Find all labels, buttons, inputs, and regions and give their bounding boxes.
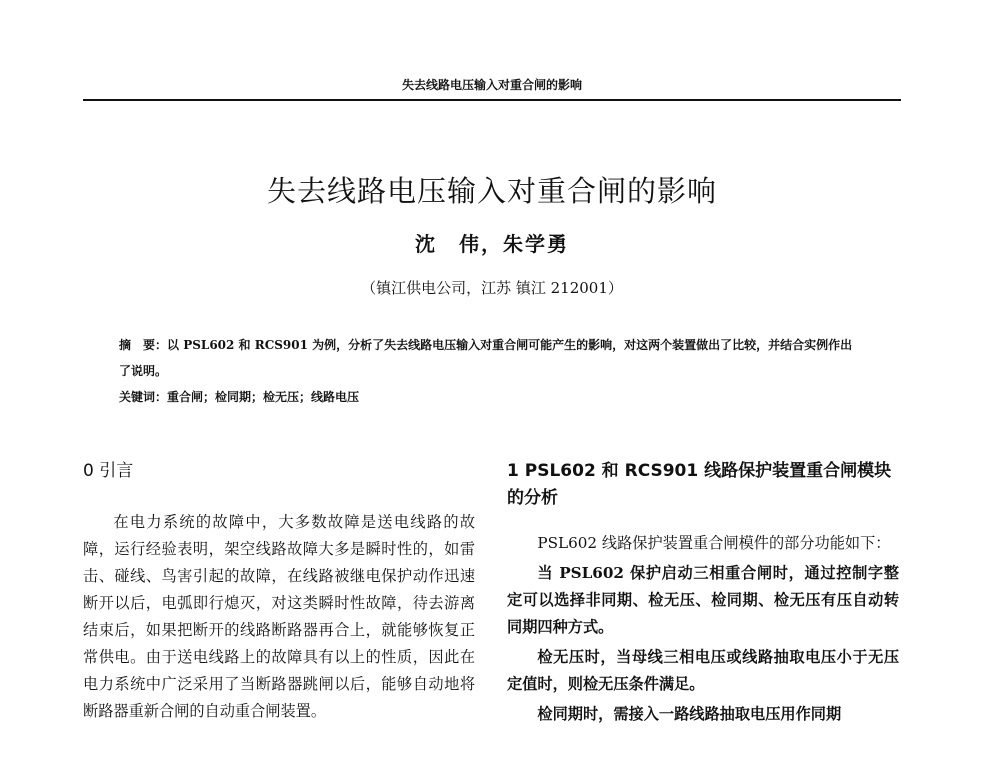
left-column (83, 458, 475, 728)
authors: 沈 伟，朱学勇 (415, 232, 569, 256)
section-0-heading: 0 引言 (83, 461, 134, 481)
paper-title: 失去线路电压输入对重合闸的影响 (266, 174, 717, 209)
keywords-text: 重合闸；检同期；检无压；线路电压 (167, 390, 360, 404)
keywords-label: 关键词： (119, 390, 168, 404)
section-1-paragraph: 检无压时，当母线三相电压或线路抽取电压小于无压定值时，则检无压条件满足。 (507, 648, 899, 693)
abstract (119, 332, 864, 384)
section-0-paragraph: 在电力系统的故障中，大多数故障是送电线路的故障，运行经验表明，架空线路故障大多是瞬时性的，如雷击、碰线、鸟害引起的故障，在线路被继电保护动作迅速断开以后，电弧即行熄灭，对这类瞬时性故障，待去游离结束后，如果把断开的线路断路器再合上，就能够恢复正常供电。由于送电线路上的故障具有以上的性质，因此在电力系统中广泛采用了当断路器跳闸以后，能够自动地将断路器重新合闸的自动重合闸装置。 (83, 513, 475, 720)
section-1-heading: 1 PSL602 和 RCS901 线路保护装置重合闸模块的分析 (507, 461, 892, 508)
keywords (119, 384, 864, 410)
affiliation: （镇江供电公司，江苏 镇江 212001） (361, 279, 623, 297)
abstract-label: 摘 要： (119, 338, 168, 352)
abstract-text: 以 PSL602 和 RCS901 为例，分析了失去线路电压输入对重合闸可能产生的影响，对这两个装置做出了比较，并结合实例作出了说明。 (119, 338, 853, 378)
abstract-block (119, 332, 864, 410)
section-1-paragraph: 当 PSL602 保护启动三相重合闸时，通过控制字整定可以选择非同期、检无压、检同期、检无压有压自动转同期四种方式。 (507, 564, 899, 636)
running-header: 失去线路电压输入对重合闸的影响 (401, 78, 582, 92)
right-column (507, 458, 899, 731)
header-rule (83, 99, 901, 101)
section-1-paragraph: PSL602 线路保护装置重合闸模件的部分功能如下： (537, 534, 891, 552)
section-1-paragraph: 检同期时，需接入一路线路抽取电压用作同期 (537, 705, 842, 723)
